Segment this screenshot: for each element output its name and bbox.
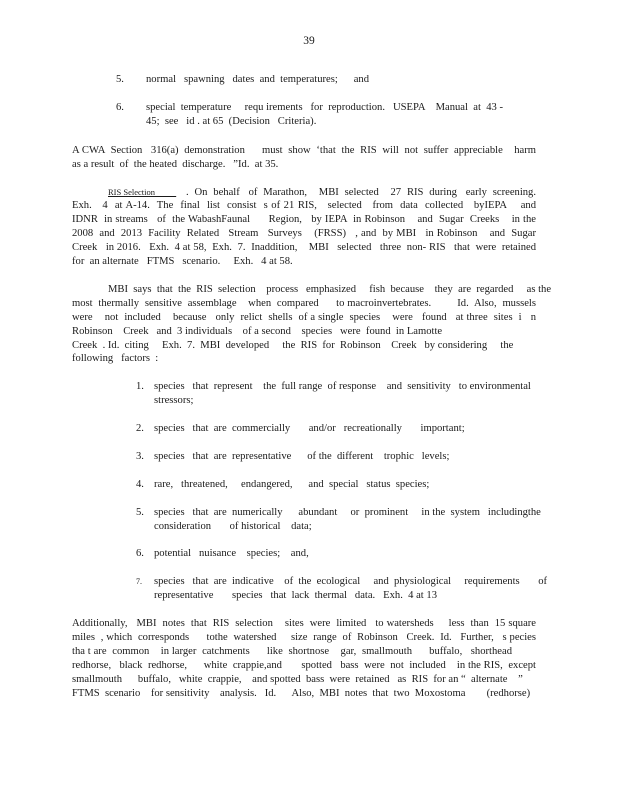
page-number: 39 xyxy=(303,35,315,47)
paragraph-line: Creek in 2016. Exh. 4 at 58, Exh. 7. Inaddition, MBI selected three non- RIS that were retained xyxy=(72,242,536,253)
factor-number: 1. xyxy=(136,381,144,392)
paragraph-line: A CWA Section 316(a) demonstration must show ‘that the RIS will not suffer appreciable harm xyxy=(72,145,536,156)
factor-text: stressors; xyxy=(154,395,194,406)
list-item-number: 6. xyxy=(116,102,124,113)
factor-text: potential nuisance species; and, xyxy=(154,548,309,559)
factor-number: 6. xyxy=(136,548,144,559)
factor-text: rare, threatened, endangered, and special status species; xyxy=(154,479,430,490)
paragraph-line: redhorse, black redhorse, white crappie,and spotted bass were not included in the RIS, except xyxy=(72,660,536,671)
paragraph-line: most thermally sensitive assemblage when compared to macroinvertebrates. Id. Also, mussels xyxy=(72,298,536,309)
factor-text: species that are indicative of the ecological and physiological requirements of xyxy=(154,576,548,587)
paragraph-line: tha t are common in larger catchments like shortnose gar, smallmouth buffalo, shorthead xyxy=(72,646,512,657)
paragraph-line: Creek . Id. citing Exh. 7. MBI developed the RIS for Robinson Creek by considering the xyxy=(72,340,514,351)
list-item-text: normal spawning dates and temperatures; and xyxy=(146,74,369,85)
paragraph-line: miles , which corresponds tothe watershed size range of Robinson Creek. Id. Further, s pecies xyxy=(72,632,536,643)
list-item-number: 5. xyxy=(116,74,124,85)
paragraph-line: 2008 and 2013 Facility Related Stream Surveys (FRSS) , and by MBI in Robinson and Sugar xyxy=(72,228,536,239)
paragraph-line: Exh. 4 at A-14. The final list consist s of 21 RIS, selected from data collected byIEPA and xyxy=(72,200,536,211)
factor-number: 3. xyxy=(136,451,144,462)
paragraph-line: following factors : xyxy=(72,353,159,364)
paragraph-line: Additionally, MBI notes that RIS selection sites were limited to watersheds less than 15 square xyxy=(72,618,536,629)
paragraph-line: Robinson Creek and 3 individuals of a second species were found in Lamotte xyxy=(72,326,443,337)
section-heading xyxy=(108,186,188,199)
factor-number: 7. xyxy=(136,577,142,586)
factor-text: species that are representative of the different trophic levels; xyxy=(154,451,450,462)
factor-text: representative species that lack thermal data. Exh. 4 at 13 xyxy=(154,590,437,601)
factor-text: species that represent the full range of response and sensitivity to environmental xyxy=(154,381,531,392)
factor-number: 5. xyxy=(136,507,144,518)
paragraph-line: . On behalf of Marathon, MBI selected 27 RIS during early screening. xyxy=(186,187,536,198)
ris-selection-heading: RIS Selection xyxy=(108,187,155,197)
paragraph-line: for an alternate FTMS scenario. Exh. 4 at 58. xyxy=(72,256,293,267)
factor-number: 2. xyxy=(136,423,144,434)
paragraph-line: were not included because only relict shells of a single species were found at three sites i n xyxy=(72,312,536,323)
paragraph-line: smallmouth buffalo, white crappie, and spotted bass were retained as RIS for an “ alternate ” xyxy=(72,674,523,685)
paragraph-line: IDNR in streams of the WabashFaunal Region, by IEPA in Robinson and Sugar Creeks in the xyxy=(72,214,536,225)
list-item-text: 45; see id . at 65 (Decision Criteria). xyxy=(146,116,317,127)
paragraph-line: as a result of the heated discharge. ”Id. at 35. xyxy=(72,159,279,170)
list-item-text: special temperature requ irements for reproduction. USEPA Manual at 43 - xyxy=(146,102,503,113)
factor-text: consideration of historical data; xyxy=(154,521,312,532)
paragraph-line: MBI says that the RIS selection process emphasized fish because they are regarded as the xyxy=(108,284,552,295)
paragraph-line: FTMS scenario for sensitivity analysis. Id. Also, MBI notes that two Moxostoma (redhorse) xyxy=(72,688,531,699)
factor-text: species that are numerically abundant or prominent in the system includingthe xyxy=(154,507,541,518)
factor-text: species that are commercially and/or recreationally important; xyxy=(154,423,465,434)
factor-number: 4. xyxy=(136,479,144,490)
